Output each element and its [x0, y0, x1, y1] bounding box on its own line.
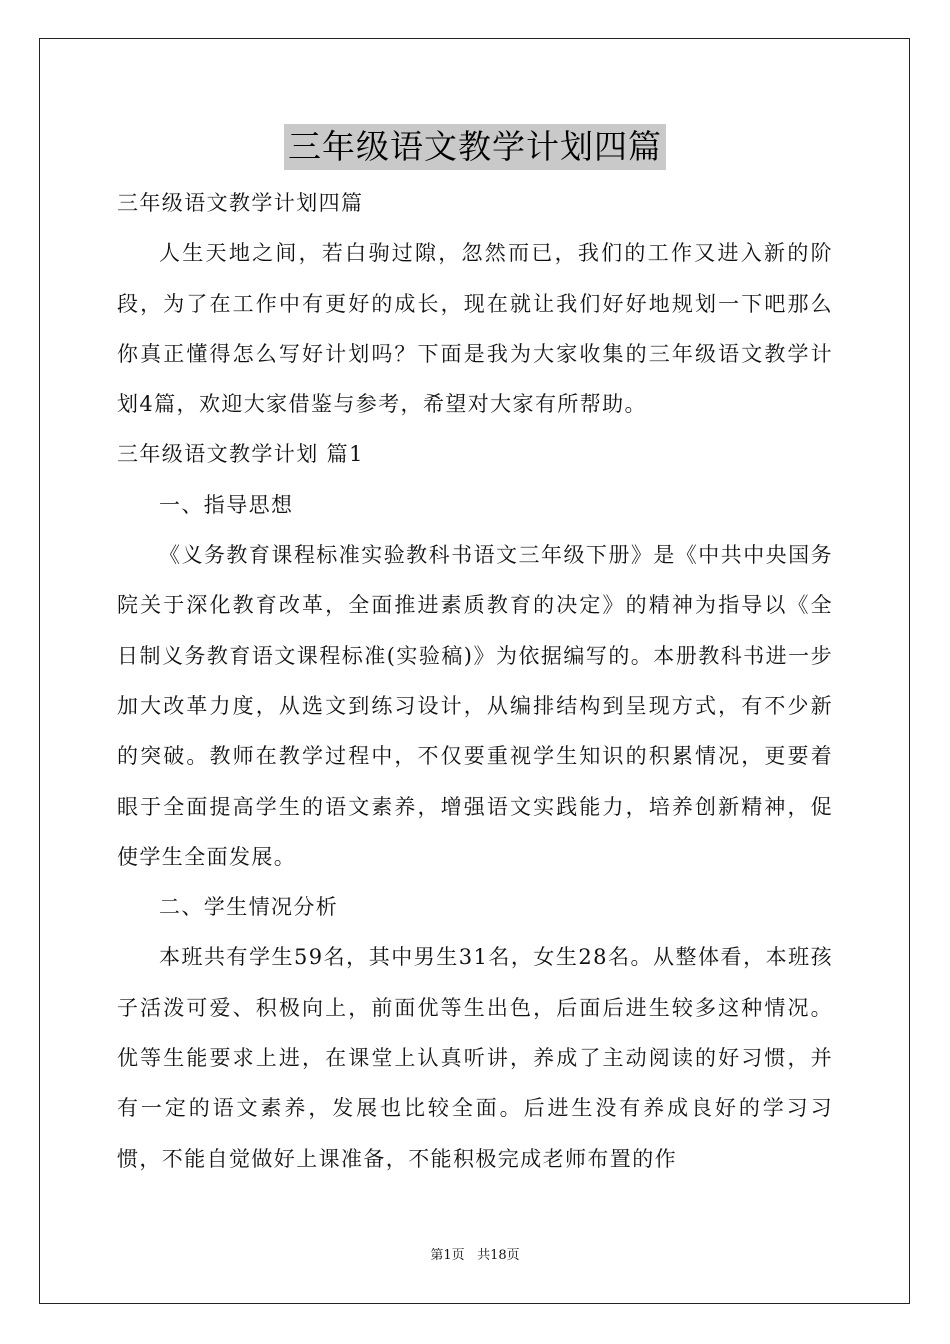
title-container: [0, 124, 950, 170]
subsection-heading: 二、学生情况分析: [159, 895, 339, 920]
paragraph: 三年级语文教学计划四篇: [117, 191, 364, 215]
section-heading: 三年级语文教学计划 篇1: [117, 442, 364, 467]
paragraph: 人生天地之间，若白驹过隙，忽然而已，我们的工作又进入新的阶段，为了在工作中有更好的成长，现在就让我们好好地规划一下吧那么你真正懂得怎么写好计划吗？下面是我为大家收集的三年级语文教学计划4篇，欢迎大家借鉴与参考，希望对大家有所帮助。: [117, 241, 833, 417]
document-body: [117, 178, 833, 1184]
paragraph: 本班共有学生59名，其中男生31名，女生28名。从整体看，本班孩子活泼可爱、积极向上，前面优等生出色，后面后进生较多这种情况。优等生能要求上进，在课堂上认真听讲，养成了主动阅读的好习惯，并有一定的语文素养，发展也比较全面。后进生没有养成良好的学习习惯，不能自觉做好上课准备，不能积极完成老师布置的作: [117, 945, 833, 1171]
document-title: 三年级语文教学计划四篇: [284, 124, 666, 170]
page-number: 第1页: [430, 1248, 465, 1263]
page-footer: [0, 1246, 950, 1266]
page-total: 共18页: [477, 1248, 520, 1263]
subsection-heading: 一、指导思想: [159, 492, 294, 517]
paragraph: 《义务教育课程标准实验教科书语文三年级下册》是《中共中央国务院关于深化教育改革，全面推进素质教育的决定》的精神为指导以《全日制义务教育语文课程标准(实验稿)》为依据编写的。本册教科书进一步加大改革力度，从选文到练习设计，从编排结构到呈现方式，有不少新的突破。教师在教学过程中，不仅要重视学生知识的积累情况，更要着眼于全面提高学生的语文素养，增强语文实践能力，培养创新精神，促使学生全面发展。: [117, 543, 833, 869]
